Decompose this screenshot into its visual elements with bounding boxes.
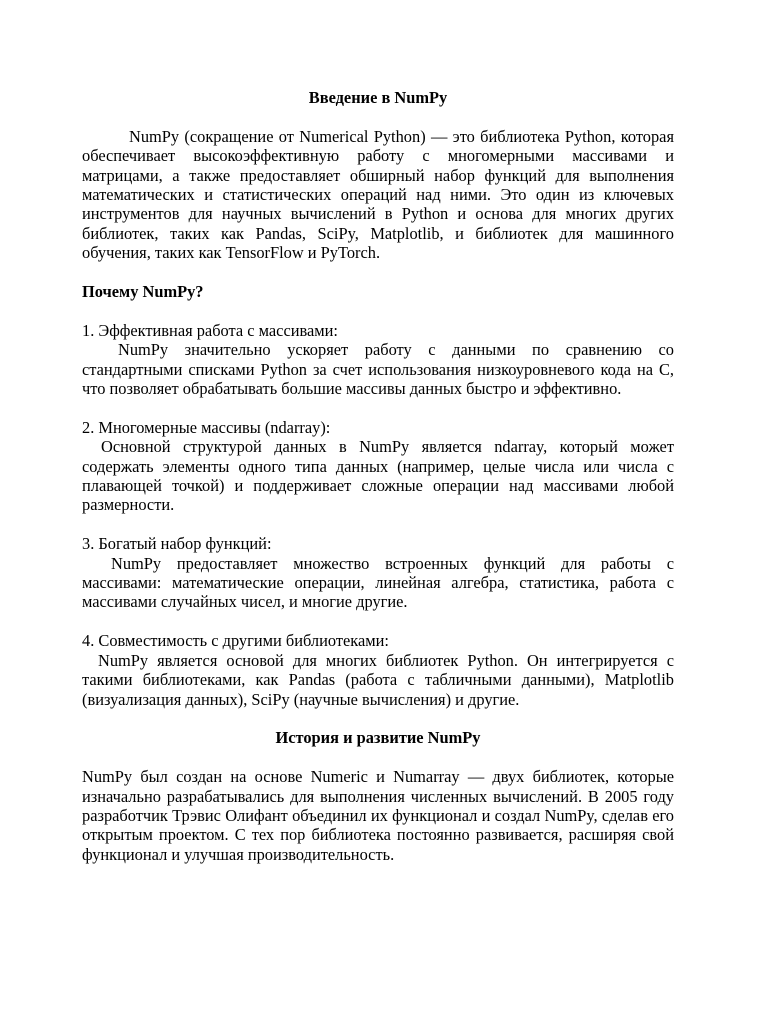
why-heading: Почему NumPy? <box>82 282 204 302</box>
item-1-heading: 1. Эффективная работа с массивами: <box>82 320 338 340</box>
item-2-text: Основной структурой данных в NumPy является ndarray, который может содержать элементы одного типа данных (например, целые числа или числа с плавающей точкой) и поддерживает сложные операции над массивами любой размерности. <box>82 437 674 515</box>
spacer <box>82 515 674 534</box>
spacer <box>82 301 674 320</box>
history-heading: История и развитие NumPy <box>275 728 481 748</box>
item-2-heading: 2. Многомерные массивы (ndarray): <box>82 417 331 437</box>
spacer <box>82 709 674 728</box>
item-3-heading: 3. Богатый набор функций: <box>82 534 272 554</box>
document-title: Введение в NumPy <box>308 88 448 107</box>
item-1-text: NumPy значительно ускоряет работу с данными по сравнению со стандартными списками Python за счет использования низкоуровневого кода на C, что позволяет обрабатывать большие массивы данных быстро и эффективно. <box>82 340 674 399</box>
spacer <box>82 612 674 631</box>
history-paragraph: NumPy был создан на основе Numeric и Numarray — двух библиотек, которые изначально разрабатывались для выполнения численных вычислений. В 2005 году разработчик Трэвис Олифант объединил их функционал и создал NumPy, сделав его открытым проектом. С тех пор библиотека постоянно развивается, расширяя свой функционал и улучшая производительность. <box>82 767 674 864</box>
item-4-heading: 4. Совместимость с другими библиотеками: <box>82 631 389 651</box>
item-3-text: NumPy предоставляет множество встроенных функций для работы с массивами: математические операции, линейная алгебра, статистика, работа с массивами случайных чисел, и многие другие. <box>82 553 674 612</box>
spacer <box>82 263 674 282</box>
spacer <box>82 398 674 417</box>
intro-paragraph: NumPy (сокращение от Numerical Python) — это библиотека Python, которая обеспечивает высокоэффективную работу с многомерными массивами и матрицами, а также предоставляет обширный набор функций для выполнения математических и статистических операций над ними. Это один из ключевых инструментов для научных вычислений в Python и основа для многих других библиотек, таких как Pandas, SciPy, Matplotlib, и библиотек для машинного обучения, таких как TensorFlow и PyTorch. <box>82 126 674 263</box>
item-4-text: NumPy является основой для многих библиотек Python. Он интегрируется с такими библиотеками, как Pandas (работа с табличными данными), Matplotlib (визуализация данных), SciPy (научные вычисления) и другие. <box>82 650 674 709</box>
spacer <box>82 748 674 767</box>
